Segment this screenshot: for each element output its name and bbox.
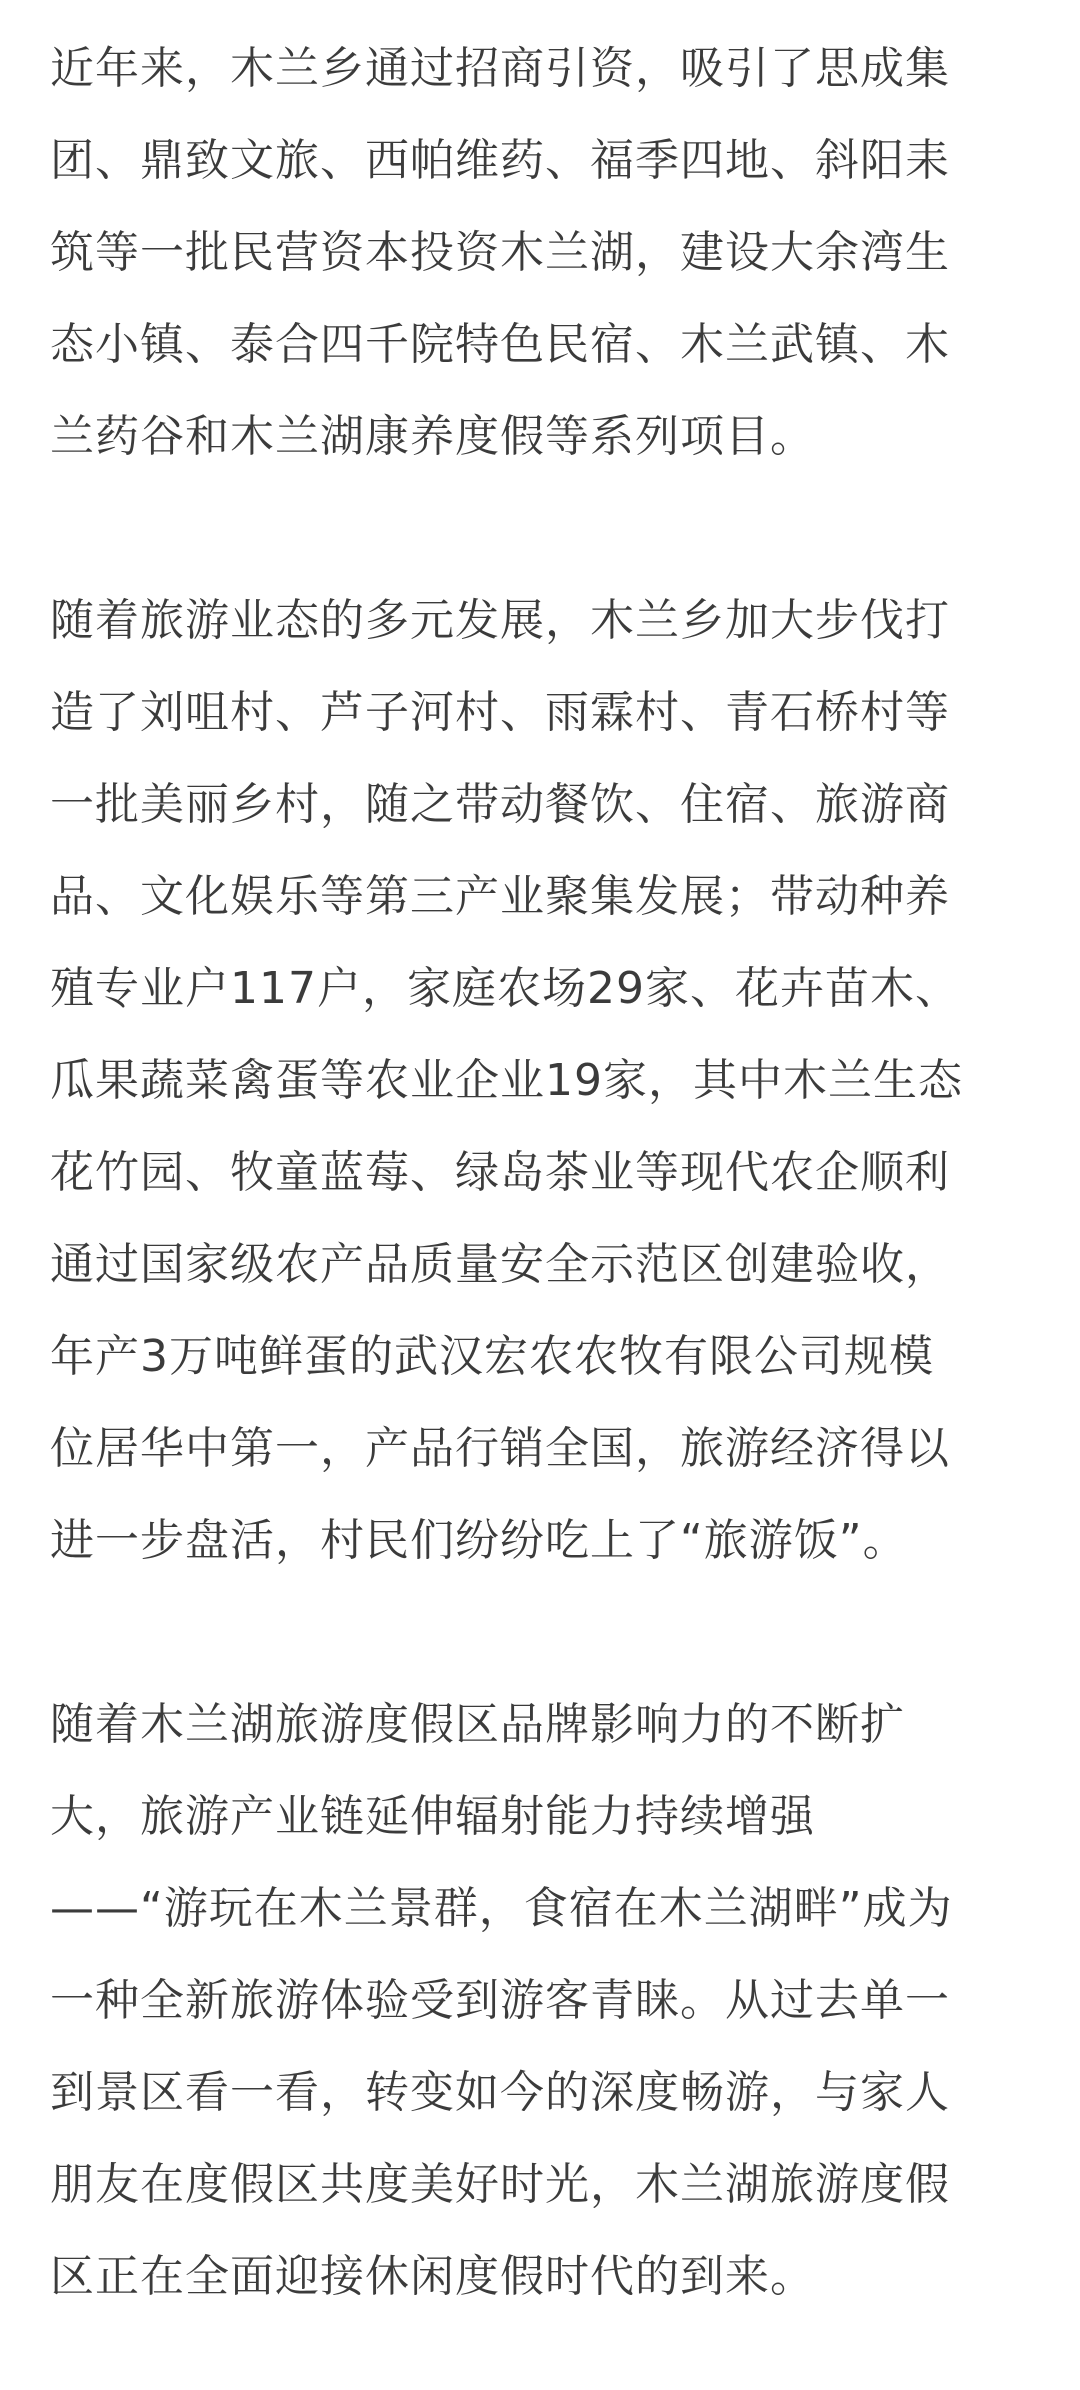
text-line: 筑等一批民营资本投资木兰湖，建设大余湾生 bbox=[50, 227, 950, 278]
paragraph-rural-development bbox=[50, 575, 1030, 1587]
paragraph-brand-influence bbox=[50, 1679, 1030, 2323]
text-line: 到景区看一看，转变如今的深度畅游，与家人 bbox=[50, 2067, 950, 2118]
article-body bbox=[50, 23, 1030, 2323]
text-line: 通过国家级农产品质量安全示范区创建验收， bbox=[50, 1239, 950, 1290]
text-line: 年产3万吨鲜蛋的武汉宏农农牧有限公司规模 bbox=[50, 1331, 934, 1382]
text-line: 花竹园、牧童蓝莓、绿岛茶业等现代农企顺利 bbox=[50, 1147, 950, 1198]
text-line: 兰药谷和木兰湖康养度假等系列项目。 bbox=[50, 411, 815, 462]
text-line: 大，旅游产业链延伸辐射能力持续增强 bbox=[50, 1791, 815, 1842]
text-line: 瓜果蔬菜禽蛋等农业企业19家，其中木兰生态 bbox=[50, 1055, 963, 1106]
text-line: 位居华中第一，产品行销全国，旅游经济得以 bbox=[50, 1423, 950, 1474]
text-line: 一种全新旅游体验受到游客青睐。从过去单一 bbox=[50, 1975, 950, 2026]
text-line: 随着旅游业态的多元发展，木兰乡加大步伐打 bbox=[50, 595, 950, 646]
paragraph-gap bbox=[50, 483, 1030, 575]
paragraph-investment bbox=[50, 23, 1030, 483]
text-line: 朋友在度假区共度美好时光，木兰湖旅游度假 bbox=[50, 2159, 950, 2210]
text-line: 团、鼎致文旅、西帕维药、福季四地、斜阳耒 bbox=[50, 135, 950, 186]
text-line: 殖专业户117户，家庭农场29家、花卉苗木、 bbox=[50, 963, 960, 1014]
text-line: 品、文化娱乐等第三产业聚集发展；带动种养 bbox=[50, 871, 950, 922]
paragraph-gap bbox=[50, 1587, 1030, 1679]
text-line: ——“游玩在木兰景群，食宿在木兰湖畔”成为 bbox=[50, 1883, 953, 1934]
text-line: 态小镇、泰合四千院特色民宿、木兰武镇、木 bbox=[50, 319, 950, 370]
text-line: 造了刘咀村、芦子河村、雨霖村、青石桥村等 bbox=[50, 687, 950, 738]
text-line: 进一步盘活，村民们纷纷吃上了“旅游饭”。 bbox=[50, 1515, 908, 1566]
text-line: 随着木兰湖旅游度假区品牌影响力的不断扩 bbox=[50, 1699, 905, 1750]
text-line: 近年来，木兰乡通过招商引资，吸引了思成集 bbox=[50, 43, 950, 94]
text-line: 一批美丽乡村，随之带动餐饮、住宿、旅游商 bbox=[50, 779, 950, 830]
text-line: 区正在全面迎接休闲度假时代的到来。 bbox=[50, 2251, 815, 2302]
